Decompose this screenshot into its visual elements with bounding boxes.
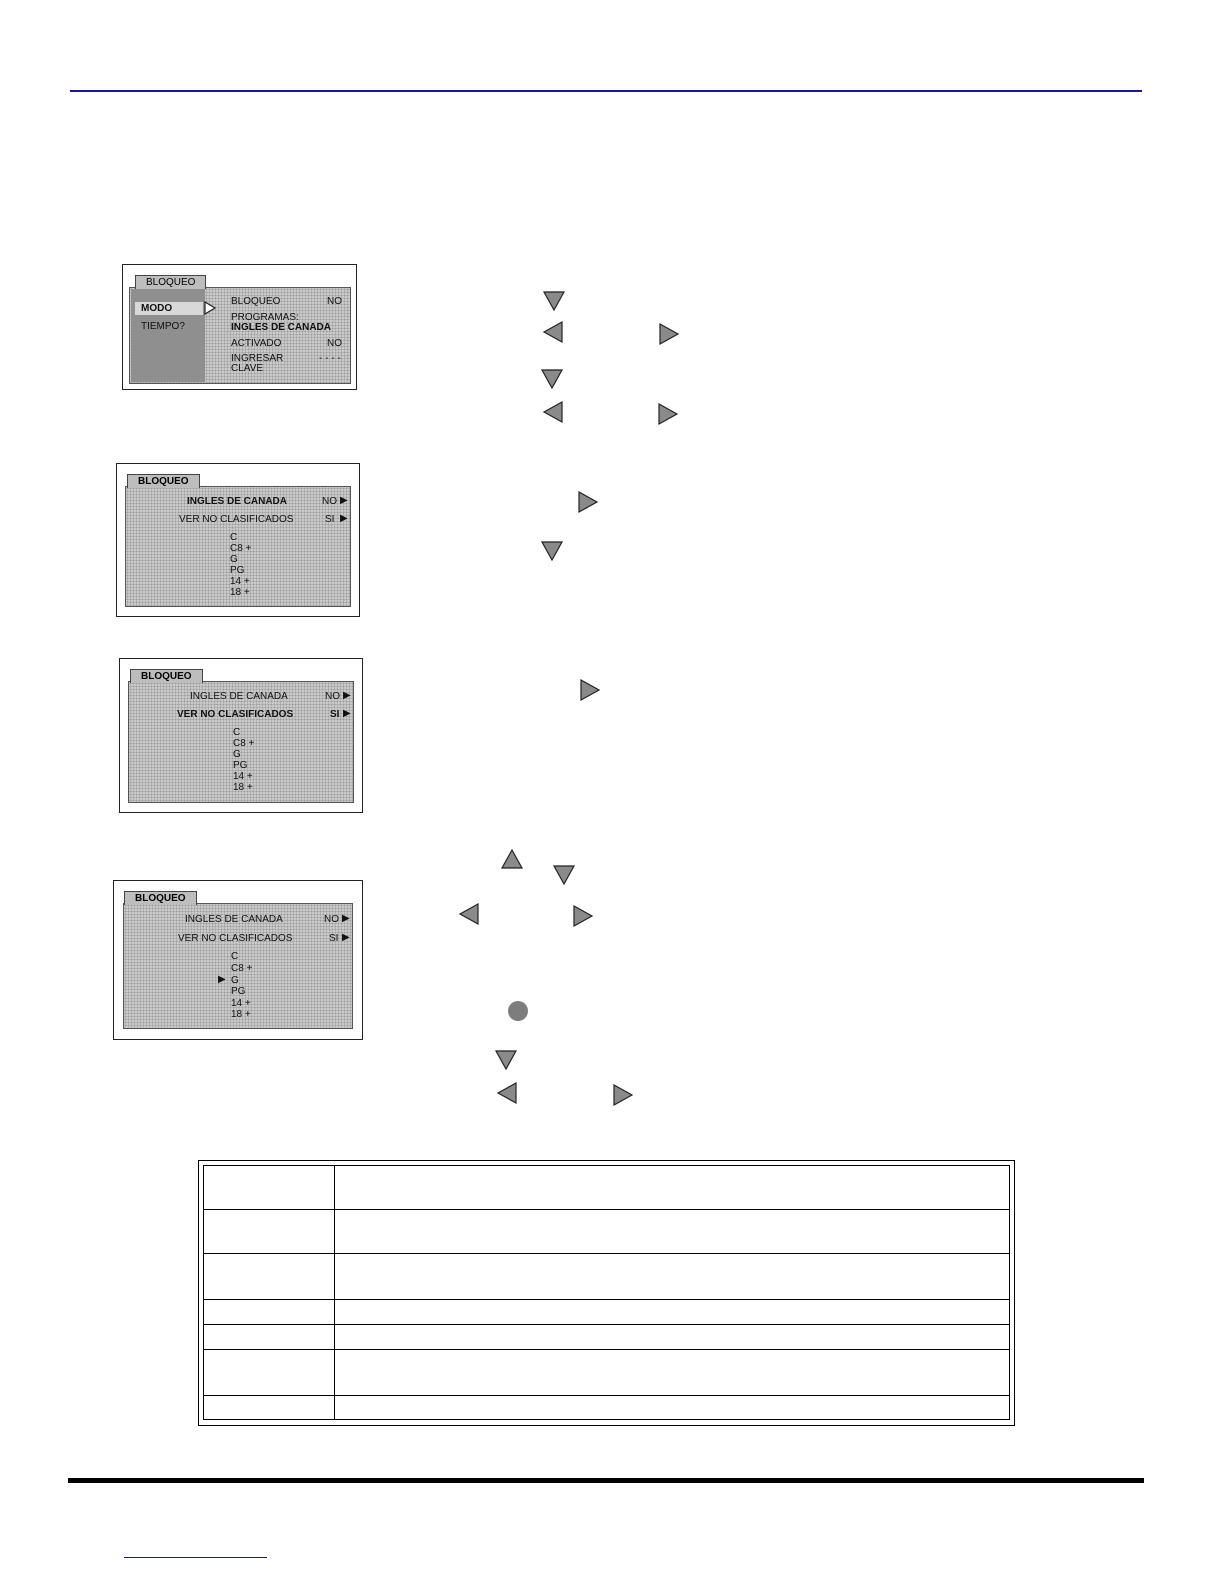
osd-tab: BLOQUEO [135,275,206,289]
submenu-arrow-icon: ▶ [342,932,350,943]
menu-pointer-icon [203,301,217,315]
rating-g[interactable]: G [231,975,239,986]
table-cell-desc [335,1254,1010,1300]
row-ingles-canada-value: NO [322,496,337,507]
up-arrow-icon [500,848,524,870]
rating-pg[interactable]: PG [233,760,248,771]
osd-tab: BLOQUEO [130,669,203,683]
osd-screen-rating-select [113,880,363,1040]
table-cell-key [204,1300,335,1325]
down-arrow-icon [540,540,564,562]
table-cell-key [204,1350,335,1396]
table-cell-desc [335,1396,1010,1420]
rating-18[interactable]: 18 + [230,587,250,598]
table-cell-desc [335,1300,1010,1325]
footer-link-underline [124,1557,267,1558]
down-arrow-icon [540,368,564,390]
rating-g[interactable]: G [233,749,241,760]
selection-cursor-icon: ▶ [218,974,226,985]
submenu-arrow-icon: ▶ [342,913,350,924]
table-row [204,1350,1010,1396]
row-ingresar-value: - - - - [319,353,341,364]
row-ingles-canada-value: NO [325,691,340,702]
ratings-table [198,1160,1015,1426]
table-cell-key [204,1396,335,1420]
table-row [204,1396,1010,1420]
header-rule [70,90,1142,92]
rating-c8[interactable]: C8 + [230,543,252,554]
left-arrow-icon [496,1081,518,1105]
row-bloqueo-label: BLOQUEO [231,296,281,307]
osd-tab: BLOQUEO [124,891,197,905]
row-ver-no-clasificados-value: SI [330,709,340,720]
row-ver-no-clasificados-label[interactable]: VER NO CLASIFICADOS [178,933,293,944]
rating-14[interactable]: 14 + [231,998,251,1009]
ratings-table-grid [203,1165,1010,1420]
table-row [204,1166,1010,1210]
action-dot-icon [506,999,530,1023]
row-activado-value: NO [327,338,342,349]
row-ingles-canada-label[interactable]: INGLES DE CANADA [190,691,288,702]
rating-g[interactable]: G [230,554,238,565]
row-activado-label: ACTIVADO [231,338,282,349]
right-arrow-icon [572,904,594,928]
osd-screen-lock-menu [122,264,357,390]
row-programas-value: INGLES DE CANADA [231,322,332,333]
rating-pg[interactable]: PG [231,986,246,997]
down-arrow-icon [552,864,576,886]
table-cell-desc [335,1210,1010,1254]
rating-14[interactable]: 14 + [233,771,253,782]
table-cell-key [204,1210,335,1254]
row-ingresar-label: INGRESAR [231,353,284,364]
right-arrow-icon [612,1083,634,1107]
rating-pg[interactable]: PG [230,565,245,576]
table-row [204,1325,1010,1350]
side-item-modo[interactable]: MODO [141,303,173,314]
table-cell-key [204,1325,335,1350]
right-arrow-icon [577,490,599,514]
footer-rule [68,1478,1144,1483]
rating-c[interactable]: C [230,532,238,543]
rating-c8[interactable]: C8 + [231,963,253,974]
submenu-arrow-icon: ▶ [343,690,351,701]
rating-18[interactable]: 18 + [231,1009,251,1020]
osd-screen-unrated [119,658,363,813]
rating-18[interactable]: 18 + [233,782,253,793]
row-ingles-canada-value: NO [324,914,339,925]
table-cell-desc [335,1325,1010,1350]
row-ver-no-clasificados-value: SI [329,933,339,944]
row-bloqueo-value: NO [327,296,342,307]
table-cell-key [204,1166,335,1210]
row-ver-no-clasificados-label[interactable]: VER NO CLASIFICADOS [179,514,294,525]
rating-14[interactable]: 14 + [230,576,250,587]
side-item-tiempo[interactable]: TIEMPO? [141,321,185,332]
osd-screen-canada-english [116,463,360,617]
right-arrow-icon [657,402,679,426]
table-cell-desc [335,1166,1010,1210]
left-arrow-icon [542,320,564,344]
row-programas-label: PROGRAMAS: [231,312,299,323]
down-arrow-icon [494,1049,518,1071]
table-cell-key [204,1254,335,1300]
left-arrow-icon [542,400,564,424]
down-arrow-icon [542,290,566,312]
rating-c[interactable]: C [233,727,241,738]
row-clave-label: CLAVE [231,363,264,374]
table-row [204,1254,1010,1300]
row-ver-no-clasificados-label[interactable]: VER NO CLASIFICADOS [177,709,294,720]
rating-c8[interactable]: C8 + [233,738,255,749]
submenu-arrow-icon: ▶ [340,513,348,524]
submenu-arrow-icon: ▶ [340,495,348,506]
row-ingles-canada-label[interactable]: INGLES DE CANADA [187,496,288,507]
table-row [204,1300,1010,1325]
right-arrow-icon [579,678,601,702]
table-cell-desc [335,1350,1010,1396]
right-arrow-icon [658,322,680,346]
left-arrow-icon [458,902,480,926]
osd-tab: BLOQUEO [127,474,200,488]
row-ver-no-clasificados-value: SI [325,514,335,525]
row-ingles-canada-label[interactable]: INGLES DE CANADA [185,914,283,925]
submenu-arrow-icon: ▶ [343,708,351,719]
table-row [204,1210,1010,1254]
rating-c[interactable]: C [231,951,239,962]
